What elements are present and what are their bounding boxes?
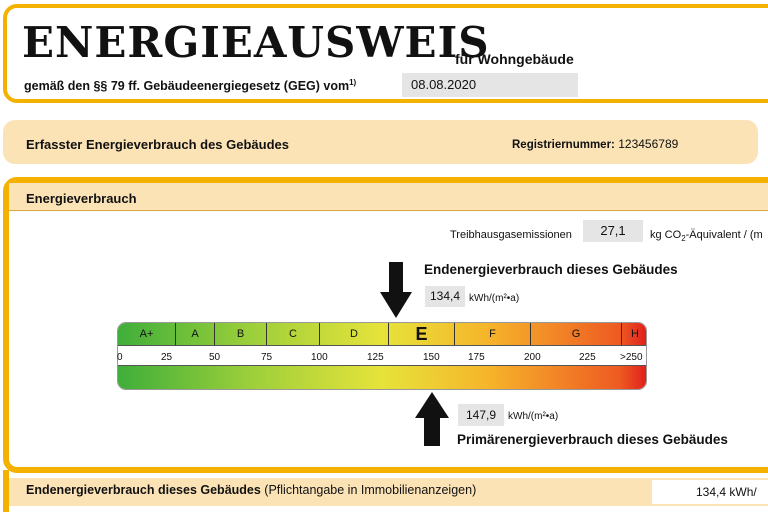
issue-date-field[interactable]: 08.08.2020 [402, 73, 578, 97]
scale-tick: 150 [423, 352, 440, 363]
geg-reference [24, 78, 356, 93]
scale-tick: 225 [579, 352, 596, 363]
final-energy-arrow-down-icon [380, 262, 412, 318]
scale-class: C [267, 323, 320, 345]
final-energy-value-field[interactable]: 134,4 [425, 286, 465, 307]
document-title: ENERGIEAUSWEIS [22, 18, 490, 67]
scale-tick: 175 [468, 352, 485, 363]
scale-tick: 125 [367, 352, 384, 363]
scale-tick: 0 [117, 352, 123, 363]
listing-value-field[interactable]: 134,4 kWh/ [652, 480, 768, 504]
listing-label-bold: Endenergieverbrauch dieses Gebäudes [26, 483, 261, 497]
scale-tick: 50 [209, 352, 221, 363]
scale-tick: 100 [311, 352, 328, 363]
scale-tick: 75 [261, 352, 273, 363]
scale-tick: >250 [620, 352, 643, 363]
geg-text: gemäß den §§ 79 ff. Gebäudeenergiegesetz (GEG) vom [24, 79, 350, 94]
ghg-unit-pre: kg CO [650, 229, 682, 241]
registration-number [512, 137, 678, 151]
scale-class: A [176, 323, 215, 345]
scale-class-active: E [389, 323, 455, 345]
document-subtitle: für Wohngebäude [455, 51, 574, 67]
scale-class: B [215, 323, 267, 345]
scale-tick: 200 [524, 352, 541, 363]
ghg-unit [650, 229, 763, 243]
registration-label: Registriernummer: [512, 139, 615, 151]
primary-energy-unit: kWh/(m²•a) [508, 411, 559, 422]
final-energy-label: Endenergieverbrauch dieses Gebäudes [424, 262, 678, 277]
scale-gradient-bar [118, 366, 646, 390]
primary-energy-value-field[interactable]: 147,9 [458, 404, 504, 426]
geg-footnote: 1) [349, 78, 357, 87]
primary-energy-label: Primärenergieverbrauch dieses Gebäudes [457, 432, 728, 447]
ghg-value-field[interactable]: 27,1 [583, 220, 643, 242]
band-title: Erfasster Energieverbrauch des Gebäudes [26, 137, 290, 152]
scale-class: F [455, 323, 531, 345]
primary-energy-arrow-up-icon [415, 392, 449, 446]
ghg-unit-post: -Äquivalent / (m [685, 229, 763, 241]
scale-class-bar [118, 323, 646, 345]
final-energy-unit: kWh/(m²•a) [469, 293, 520, 304]
ghg-unit-sub: 2 [681, 234, 686, 244]
energy-section-title: Energieverbrauch [26, 191, 137, 206]
scale-class: G [531, 323, 622, 345]
listing-value-label [26, 483, 476, 497]
scale-class: A+ [118, 323, 176, 345]
scale-tick: 25 [161, 352, 173, 363]
scale-class: D [320, 323, 389, 345]
listing-label-note: (Pflichtangabe in Immobilienanzeigen) [260, 483, 477, 497]
registration-value: 123456789 [618, 137, 679, 151]
ghg-label: Treibhausgasemissionen [450, 229, 572, 241]
scale-class: H [631, 328, 639, 340]
